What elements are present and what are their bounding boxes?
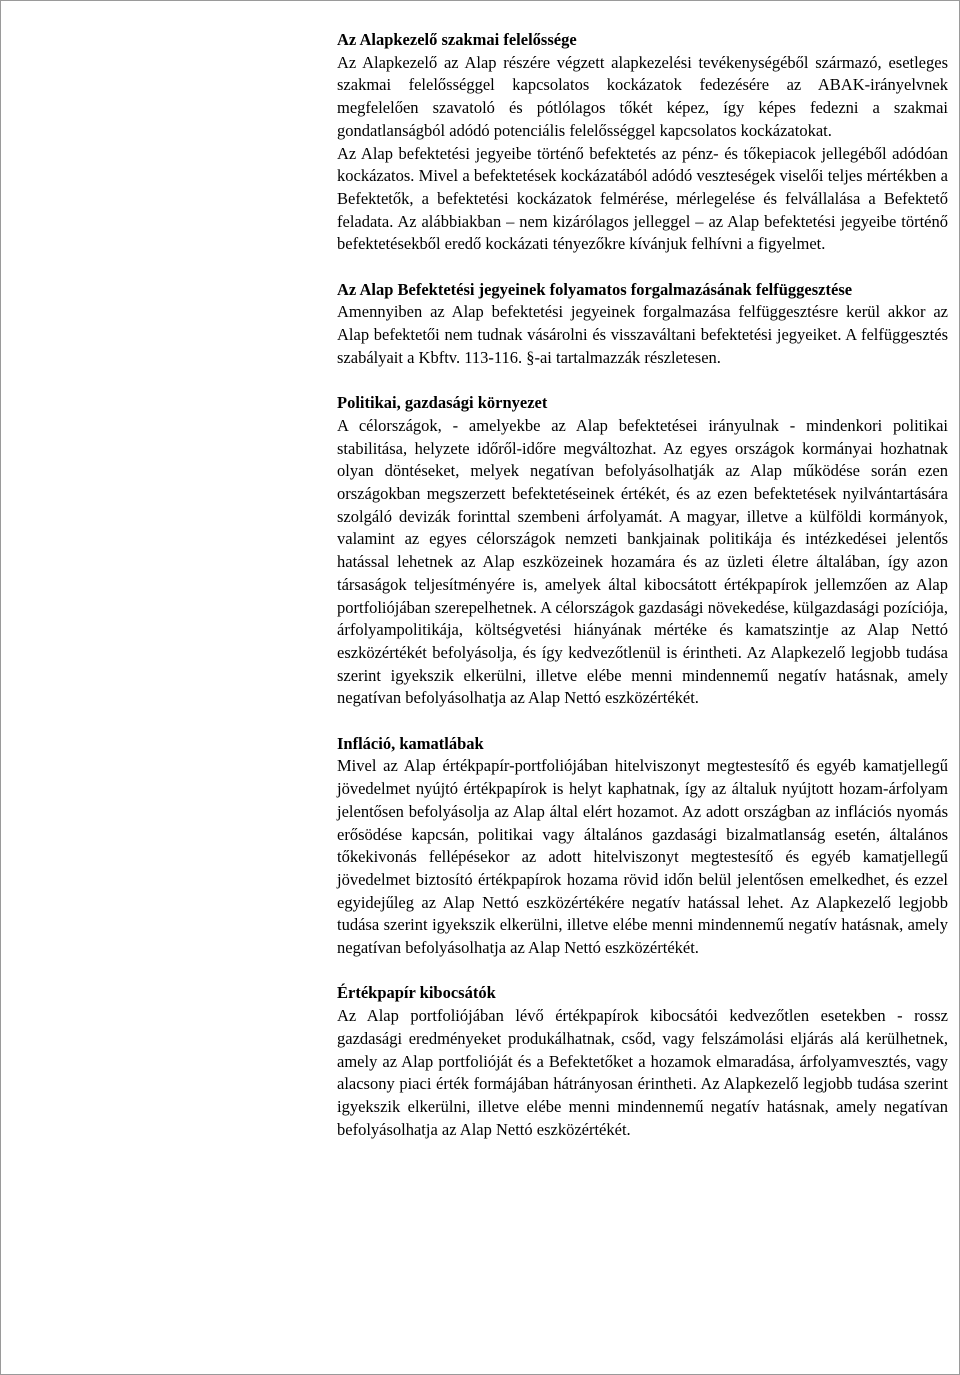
section-inflation-rates xyxy=(337,733,948,960)
section-paragraph: A célországok, - amelyekbe az Alap befektetései irányulnak - mindenkori politikai stabilitása, helyzete időről-időre megváltozhat. Az egyes országok kormányai hozhatnak olyan döntéseket, melyek negatívan befolyásolhatják az Alap működése során ezen országokban megszerzett befektetéseinek értékét, és az ezen befektetések nyilvántartására szolgáló devizák forinttal szembeni árfolyamát. A magyar, illetve a külföldi kormányok, valamint az egyes célországok nemzeti bankjainak politikája és intézkedései jelentős hatással lehetnek az Alap eszközeinek hozamára és az üzleti életre általában, így azon társaságok teljesítményére is, amelyek által kibocsátott értékpapírok jellemzően az Alap portfoliójában szerepelhetnek. A célországok gazdasági növekedése, külgazdasági pozíciója, árfolyampolitikája, költségvetési hiányának mértéke és kamatszintje az Alap Nettó eszközértékét befolyásolja, és így kedvezőtlenül is érintheti. Az Alapkezelő legjobb tudása szerint igyekszik elkerülni, illetve elébe menni mindennemű negatív hatásnak, amely negatívan befolyásolhatja az Alap Nettó eszközértékét. xyxy=(337,415,948,708)
section-distribution-suspension xyxy=(337,279,948,370)
section-paragraph: Az Alap portfoliójában lévő értékpapírok kibocsátói kedvezőtlen esetekben - rossz gazdasági eredményeket produkálhatnak, csőd, vagy felszámolási eljárás alá kerülhetnek, amely az Alap portfolióját és a Befektetőket a hozamok elmaradása, árfolyamvesztés, vagy alacsony piaci érték formájában hátrányosan érintheti. Az Alapkezelő legjobb tudása szerint igyekszik elkerülni, illetve elébe menni mindennemű negatív hatásnak, amely negatívan befolyásolhatja az Alap Nettó eszközértékét. xyxy=(337,1006,948,1139)
section-securities-issuers xyxy=(337,982,948,1141)
section-heading: Az Alap Befektetési jegyeinek folyamatos forgalmazásának felfüggesztése xyxy=(337,279,853,299)
section-heading: Infláció, kamatlábak xyxy=(337,733,484,753)
section-heading: Értékpapír kibocsátók xyxy=(337,983,496,1003)
section-heading: Az Alapkezelő szakmai felelőssége xyxy=(337,30,577,49)
document-body xyxy=(337,29,948,1141)
section-manager-liability xyxy=(337,29,948,256)
section-paragraph: Amennyiben az Alap befektetési jegyeinek forgalmazása felfüggesztésre kerül akkor az Alap befektetői nem tudnak vásárolni és visszaváltani befektetési jegyeiket. A felfüggesztés szabályait a Kbftv. 113-116. §-ai tartalmazzák részletesen. xyxy=(337,302,948,367)
section-paragraph: Az Alap befektetési jegyeibe történő befektetés az pénz- és tőkepiacok jellegéből adódóan kockázatos. Mivel a befektetések kockázatából adódó veszteségek viselői teljes mértékben a Befektetők, a befektetési kockázatok felmérése, mérlegelése és felvállalása a Befektető feladata. Az alábbiakban – nem kizárólagos jelleggel – az Alap befektetési jegyeibe történő befektetésekből eredő kockázati tényezőkre kívánjuk felhívni a figyelmet. xyxy=(337,143,948,254)
section-political-economic xyxy=(337,392,948,710)
section-paragraph: Az Alapkezelő az Alap részére végzett alapkezelési tevékenységéből származó, esetleges szakmai felelősséggel kapcsolatos kockázatok fedezésére az ABAK-irányelvnek megfelelően szavatoló és pótlólagos tőkét képez, így képes fedezni a szakmai gondatlanságból adódó potenciális felelősséggel kapcsolatos kockázatokat. xyxy=(337,52,948,140)
section-heading: Politikai, gazdasági környezet xyxy=(337,393,548,413)
section-paragraph: Mivel az Alap értékpapír-portfoliójában hitelviszonyt megtestesítő és egyéb kamatjellegű jövedelmet nyújtó értékpapírok is helyt kaphatnak, így az általuk nyújtott hozam-árfolyam jelentősen befolyásolja az Alap által elért hozamot. Az adott országban az inflációs nyomás erősödése kapcsán, politikai vagy általános gazdasági bizalmatlanság esetén, általános tőkekivonás fellépésekor az adott hitelviszonyt megtestesítő és egyéb kamatjellegű jövedelmet biztosító értékpapírok hozama rövid időn belül jelentősen emelkedhet, és ezzel egyidejűleg az Alap Nettó eszközértékére negatív hatással lehet. Az Alapkezelő legjobb tudása szerint igyekszik elkerülni, illetve elébe menni mindennemű negatív hatásnak, amely negatívan befolyásolhatja az Alap Nettó eszközértékét. xyxy=(337,756,948,958)
